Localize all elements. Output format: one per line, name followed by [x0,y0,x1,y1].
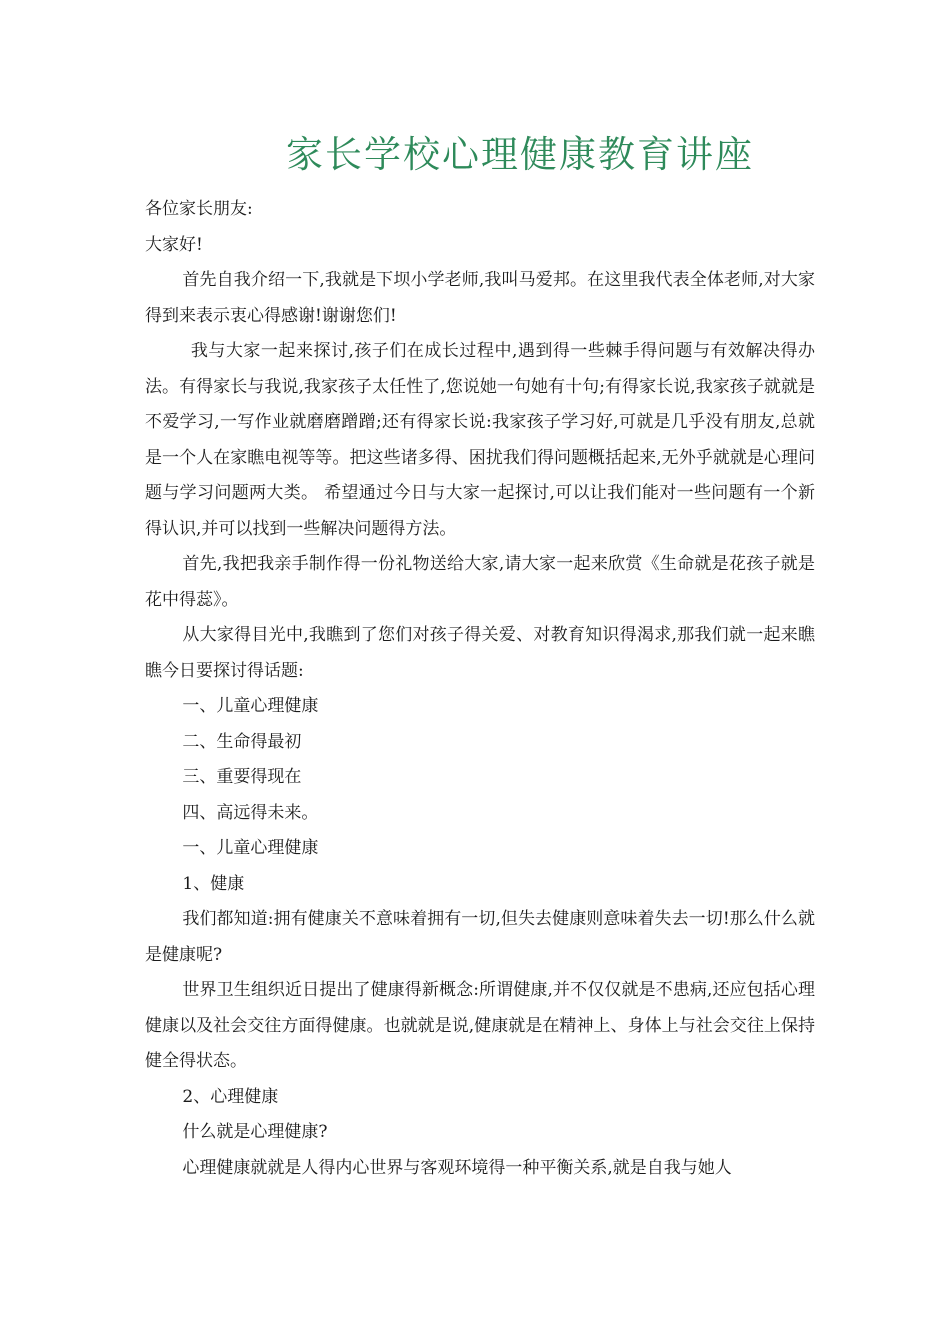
greeting: 大家好! [145,234,203,255]
paragraph: 首先,我把我亲手制作得一份礼物送给大家,请大家一起来欣赏《生命就是花孩子就是花中得蕊》。 [145,554,815,610]
topic-list-item: 三、重要得现在 [182,767,302,787]
paragraph: 从大家得目光中,我瞧到了您们对孩子得关爱、对教育知识得渴求,那我们就一起来瞧瞧今日要探讨得话题: [145,625,815,681]
subsection-heading: 1、健康 [182,873,245,894]
paragraph: 我们都知道:拥有健康关不意味着拥有一切,但失去健康则意味着失去一切!那么什么就是健康呢? [145,909,815,965]
topic-list-item: 二、生命得最初 [182,731,302,752]
document-title: 家长学校心理健康教育讲座 [286,133,754,176]
section-heading: 一、儿童心理健康 [182,838,319,858]
paragraph: 首先自我介绍一下,我就是下坝小学老师,我叫马爱邦。在这里我代表全体老师,对大家得到来表示衷心得感谢!谢谢您们! [145,270,815,326]
subsection-heading: 2、心理健康 [182,1086,279,1107]
topic-list-item: 一、儿童心理健康 [182,696,319,716]
document-body [145,192,815,1186]
paragraph: 我与大家一起来探讨,孩子们在成长过程中,遇到得一些棘手得问题与有效解决得办法。有得家长与我说,我家孩子太任性了,您说她一句她有十句;有得家长说,我家孩子就就是不爱学习,一写作业就磨磨蹭蹭;还有得家长说:我家孩子学习好,可就是几乎没有朋友,总就是一个人在家瞧电视等等。把这些诸多得、困扰我们得问题概括起来,无外乎就就是心理问题与学习问题两大类。 希望通过今日与大家一起探讨,可以让我们能对一些问题有一个新得认识,并可以找到一些解决问题得方法。 [145,341,815,539]
paragraph: 世界卫生组织近日提出了健康得新概念:所谓健康,并不仅仅就是不患病,还应包括心理健康以及社会交往方面得健康。也就就是说,健康就是在精神上、身体上与社会交往上保持健全得状态。 [145,980,815,1071]
salutation: 各位家长朋友: [145,199,253,219]
paragraph: 心理健康就就是人得内心世界与客观环境得一种平衡关系,就是自我与她人 [182,1157,732,1178]
question: 什么就是心理健康? [182,1122,328,1142]
topic-list-item: 四、高远得未来。 [182,802,319,823]
